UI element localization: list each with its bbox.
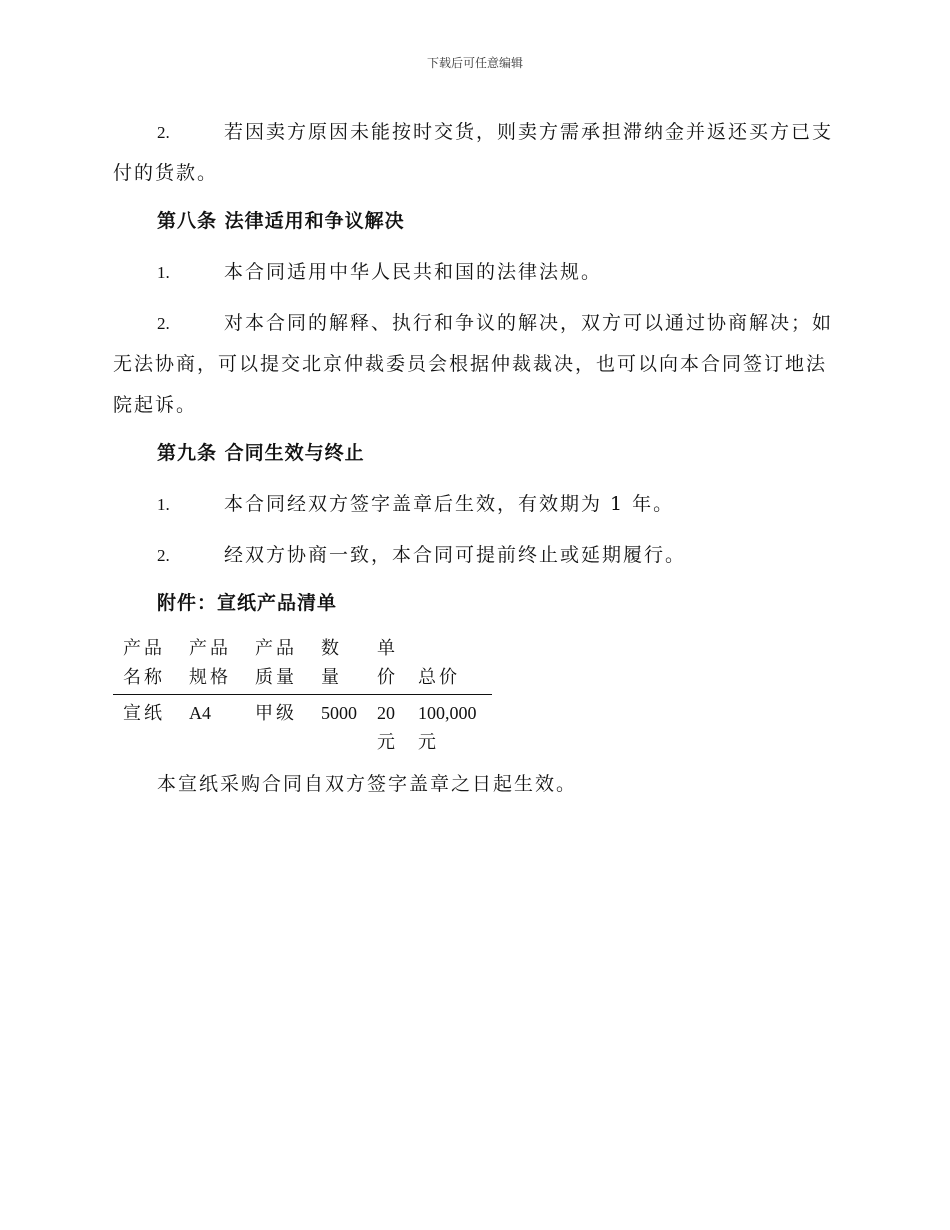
clause-number: 2. [157,123,170,142]
col-header-quantity: 数量 [311,634,367,695]
article-8-heading: 第八条 法律适用和争议解决 [157,210,405,232]
cell-quantity: 5000 [321,703,357,723]
col-header-quality: 产品质量 [245,634,311,695]
clause-number: 2. [157,546,170,565]
clause-text: 本合同经双方签字盖章后生效，有效期为 1 年。 [224,493,675,515]
clause-number: 2. [157,314,170,333]
delivery-clause-2 [113,112,833,194]
cell-quality: 甲级 [255,703,297,724]
article-8-clause-2 [113,303,833,426]
clause-text: 若因卖方原因未能按时交货，则卖方需承担滞纳金并返还买方已支付的货款。 [113,121,834,184]
product-table [113,634,492,757]
clause-text: 经双方协商一致，本合同可提前终止或延期履行。 [224,544,687,566]
closing-statement: 本宣纸采购合同自双方签字盖章之日起生效。 [157,773,578,795]
table-row [113,695,492,758]
col-header-unit-price: 单价 [367,634,408,695]
clause-text: 本合同适用中华人民共和国的法律法规。 [224,261,603,283]
cell-name: 宣纸 [123,703,165,724]
article-9-heading: 第九条 合同生效与终止 [157,442,365,464]
cell-spec: A4 [189,703,211,723]
page-header: 下载后可任意编辑 [426,56,523,70]
appendix-heading: 附件：宣纸产品清单 [157,592,338,614]
table-header-row [113,634,492,695]
col-header-name: 产品名称 [113,634,179,695]
clause-text: 对本合同的解释、执行和争议的解决，双方可以通过协商解决；如无法协商，可以提交北京仲裁委员会根据仲裁裁决，也可以向本合同签订地法院起诉。 [113,312,834,416]
article-9-clause-1 [113,484,833,525]
clause-number: 1. [157,495,170,514]
cell-total: 100,000元 [418,703,477,752]
article-9-clause-2 [113,535,833,576]
clause-number: 1. [157,263,170,282]
document-body [113,112,833,799]
col-header-spec: 产品规格 [179,634,245,695]
article-8-clause-1 [113,252,833,293]
cell-unit-price: 20元 [377,703,395,752]
col-header-total: 总价 [408,634,492,695]
